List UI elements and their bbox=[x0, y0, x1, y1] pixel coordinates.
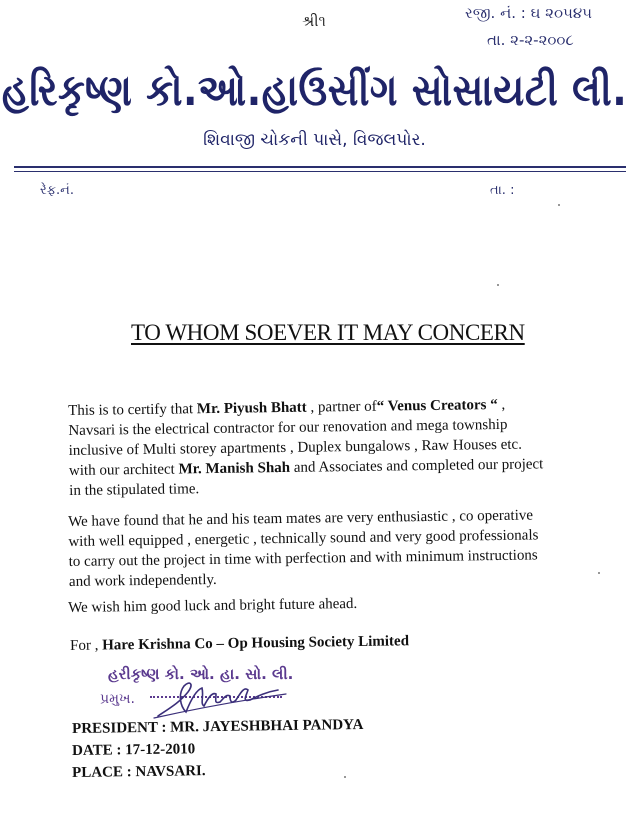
letter-date-line: DATE : 17-12-2010 bbox=[72, 741, 196, 759]
for-prefix: For , bbox=[70, 637, 103, 654]
rubber-stamp-role: પ્રમુખ. bbox=[100, 691, 135, 707]
for-organization-line bbox=[70, 633, 409, 655]
letter-place-line: PLACE : NAVSARI. bbox=[72, 763, 206, 781]
date-label: તા. : bbox=[490, 183, 515, 198]
architect-name: Mr. Manish Shah bbox=[178, 459, 291, 478]
organization-name: Hare Krishna Co – Op Housing Society Limited bbox=[102, 633, 410, 654]
letterhead-divider-thick bbox=[14, 166, 626, 168]
scan-speck bbox=[497, 284, 499, 286]
society-address: શિવાજી ચોકની પાસે, વિજલપોર. bbox=[203, 130, 426, 150]
para1-text-1: This is to certify that bbox=[68, 401, 197, 419]
para1-text-2: , partner of bbox=[306, 398, 377, 416]
letter-heading: TO WHOM SOEVER IT MAY CONCERN bbox=[131, 320, 525, 345]
registration-date: તા. ૨-૨-૨૦૦૮ bbox=[487, 31, 574, 49]
para1-text-3: , Navsari is the electrical contractor for our renovation and mega township inclusive of Multi storey apartments , Duplex bungalows , Raw Houses etc. with our architect bbox=[68, 396, 523, 479]
appraisal-paragraph: We have found that he and his team mates are very enthusiastic , co operative with well equipped , energetic , technically sound and very good professionals to carry out the project in time with perfection and with minimum instructions and work independently. bbox=[68, 507, 539, 590]
handwritten-signature bbox=[150, 672, 290, 722]
reference-number-label: રેફ.નં. bbox=[40, 183, 74, 198]
scan-speck bbox=[558, 204, 560, 206]
society-name-title: હરિકૃષ્ણ કો.ઓ.હાઉસીંગ સોસાયટી લી. bbox=[1, 64, 628, 116]
scan-speck bbox=[344, 776, 346, 778]
scan-speck bbox=[598, 572, 600, 574]
letterhead-divider-thin bbox=[14, 171, 626, 172]
president-line: PRESIDENT : MR. JAYESHBHAI PANDYA bbox=[72, 716, 364, 737]
shree-invocation: શ્રી૧ bbox=[302, 12, 326, 30]
registration-number: રજી. નં. : ઘ ૨૦૫૪૫ bbox=[465, 4, 593, 22]
contractor-name: Mr. Piyush Bhatt bbox=[196, 399, 307, 418]
certification-paragraph bbox=[68, 394, 549, 501]
para1-text-4: and Associates and completed our project in the stipulated time. bbox=[69, 456, 544, 499]
firm-name: “ Venus Creators “ bbox=[376, 397, 498, 415]
wishes-paragraph: We wish him good luck and bright future ahead. bbox=[68, 595, 358, 616]
rubber-stamp-society: હરીકૃષ્ણ કો. ઓ. હા. સો. લી. bbox=[108, 665, 294, 683]
